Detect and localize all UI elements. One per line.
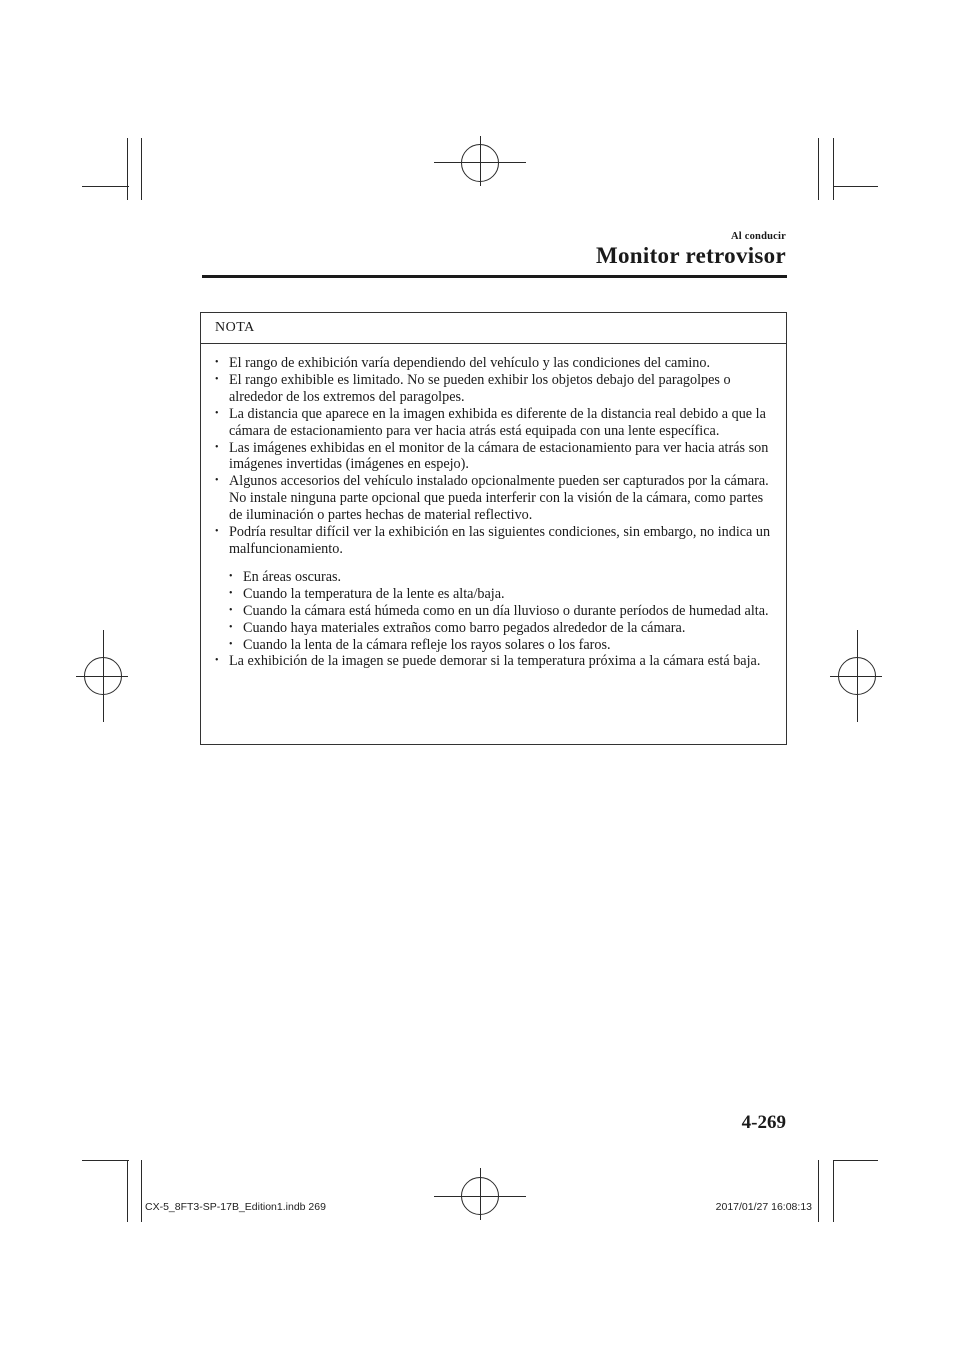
- note-subitem: • Cuando la temperatura de la lente es alta/baja.: [229, 586, 775, 603]
- page-title: Monitor retrovisor: [596, 243, 786, 268]
- note-subitem: • Cuando haya materiales extraños como barro pegados alrededor de la cámara.: [229, 620, 775, 637]
- note-subitem: • Cuando la lenta de la cámara refleje los rayos solares o los faros.: [229, 637, 775, 654]
- note-body: [215, 355, 775, 670]
- note-item: • Algunos accesorios del vehículo instalado opcionalmente pueden ser capturados por la cámara. No instale ninguna parte opcional que pueda interferir con la visión de la cámara, como partes de iluminación o partes hechas de material reflectivo.: [215, 473, 775, 524]
- footer-file-info: CX-5_8FT3-SP-17B_Edition1.indb 269: [145, 1201, 326, 1213]
- note-item: • Las imágenes exhibidas en el monitor de la cámara de estacionamiento para ver hacia atrás son imágenes invertidas (imágenes en espejo).: [215, 440, 775, 474]
- note-item: • El rango exhibible es limitado. No se pueden exhibir los objetos debajo del paragolpes o alrededor de los extremos del paragolpes.: [215, 372, 775, 406]
- title-rule: [202, 275, 787, 278]
- page-number: 4-269: [741, 1112, 786, 1133]
- footer-datetime: 2017/01/27 16:08:13: [715, 1201, 812, 1213]
- note-item: • Podría resultar difícil ver la exhibición en las siguientes condiciones, sin embargo, no indica un malfuncionamiento.: [215, 524, 775, 558]
- note-subitem: • En áreas oscuras.: [229, 569, 775, 586]
- note-item: • La distancia que aparece en la imagen exhibida es diferente de la distancia real debido a que la cámara de estacionamiento para ver hacia atrás está equipada con una lente específica.: [215, 406, 775, 440]
- note-subitem: • Cuando la cámara está húmeda como en un día lluvioso o durante períodos de humedad alta.: [229, 603, 775, 620]
- note-item: • El rango de exhibición varía dependiendo del vehículo y las condiciones del camino.: [215, 355, 775, 372]
- note-item: • La exhibición de la imagen se puede demorar si la temperatura próxima a la cámara está baja.: [215, 653, 775, 670]
- note-sublist: [215, 569, 775, 654]
- note-header: [201, 313, 786, 344]
- note-title: NOTA: [215, 320, 255, 335]
- section-label: Al conducir: [731, 231, 786, 242]
- note-box: [200, 312, 787, 745]
